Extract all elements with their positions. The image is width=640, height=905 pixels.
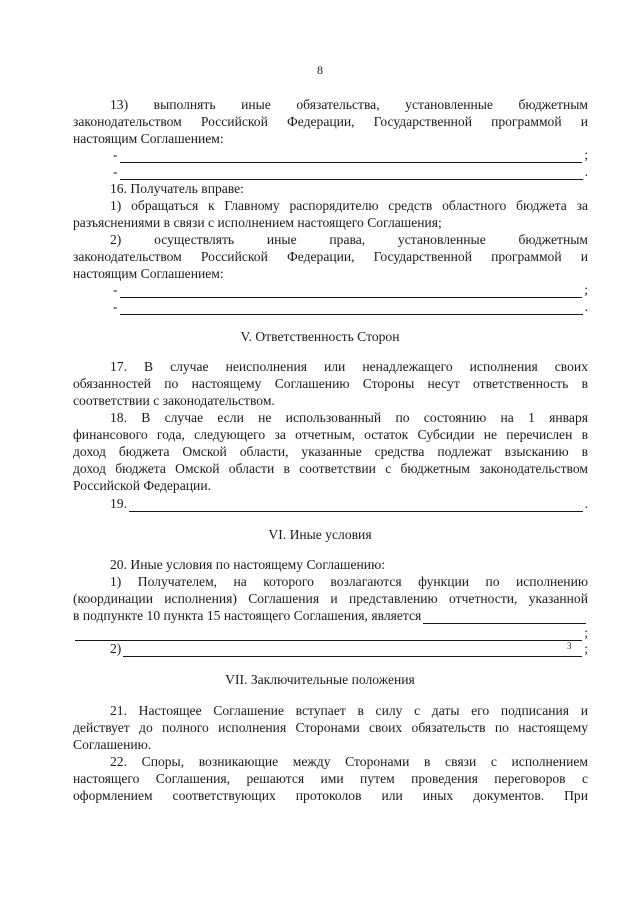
p16-item1-line-2: разъяснениями в связи с исполнением настоящего Соглашения; [73,215,442,230]
p20-heading: 20. Иные условия по настоящему Соглашению: [110,557,386,572]
section-7-title: VII. Заключительные положения [225,672,415,687]
p20-item1-blank: ; [73,624,588,641]
p19-blank: 19. . [110,496,588,511]
p22-line-3: оформлением соответствующих протоколов или иных документов. При [73,788,588,803]
p13-blank-1: - ; [113,147,588,162]
p18-line-5: Российской Федерации. [73,478,211,493]
p18-line-2: финансового года, следующего за отчетным, остаток Субсидии не перечислен в [73,427,588,442]
p17-line-3: соответствии с законодательством. [73,393,275,408]
page-number: 8 [317,63,323,77]
p16-heading: 16. Получатель вправе: [110,181,244,196]
p21-line-1: 21. Настоящее Соглашение вступает в силу с даты его подписания и [110,703,588,718]
p22-line-2: настоящего Соглашения, решаются ими путем проведения переговоров с [73,771,588,786]
p17-line-1: 17. В случае неисполнения или ненадлежащего исполнения своих [110,359,588,374]
p21-line-3: Соглашению. [73,737,152,752]
p20-item1-line-2: (координации исполнения) Соглашения и представлению отчетности, указанной [73,591,588,606]
section-5-title: V. Ответственность Сторон [240,329,400,344]
p18-line-4: доход бюджета Омской области в соответствии с бюджетным законодательством [73,461,588,476]
footnote-mark: 3 [567,641,572,651]
section-6-title: VI. Иные условия [268,527,372,542]
p21-line-2: действует до полного исполнения Сторонами своих обязательств по настоящему [73,720,588,735]
p20-item2-blank: 2) ; [110,641,588,656]
p16-item2-line-2: законодательством Российской Федерации, Государственной программой и [73,249,588,264]
p13-blank-2: - . [113,164,588,179]
p18-line-1: 18. В случае если не использованный по состоянию на 1 января [110,410,588,425]
p13-line-2: законодательством Российской Федерации, Государственной программой и [73,114,588,129]
p13-line-1: 13) выполнять иные обязательства, установленные бюджетным [110,97,588,112]
p17-line-2: обязанностей по настоящему Соглашению Стороны несут ответственность в [73,376,588,391]
p16-item2-line-3: настоящим Соглашением: [73,266,224,281]
p16-blank-1: - ; [113,282,588,297]
p22-line-1: 22. Споры, возникающие между Сторонами в связи с исполнением [110,754,588,769]
p18-line-3: доход бюджета Омской области, указанные средства подлежат взысканию в [73,444,588,459]
p20-item1-line-3: в подпункте 10 пункта 15 настоящего Соглашения, является [73,607,588,624]
p20-item1-line-1: 1) Получателем, на которого возлагаются функции по исполнению [110,574,588,589]
p16-item2-line-1: 2) осуществлять иные права, установленные бюджетным [110,232,588,247]
p13-line-3: настоящим Соглашением: [73,131,224,146]
p16-item1-line-1: 1) обращаться к Главному распорядителю средств областного бюджета за [110,198,588,213]
p16-blank-2: - . [113,299,588,314]
